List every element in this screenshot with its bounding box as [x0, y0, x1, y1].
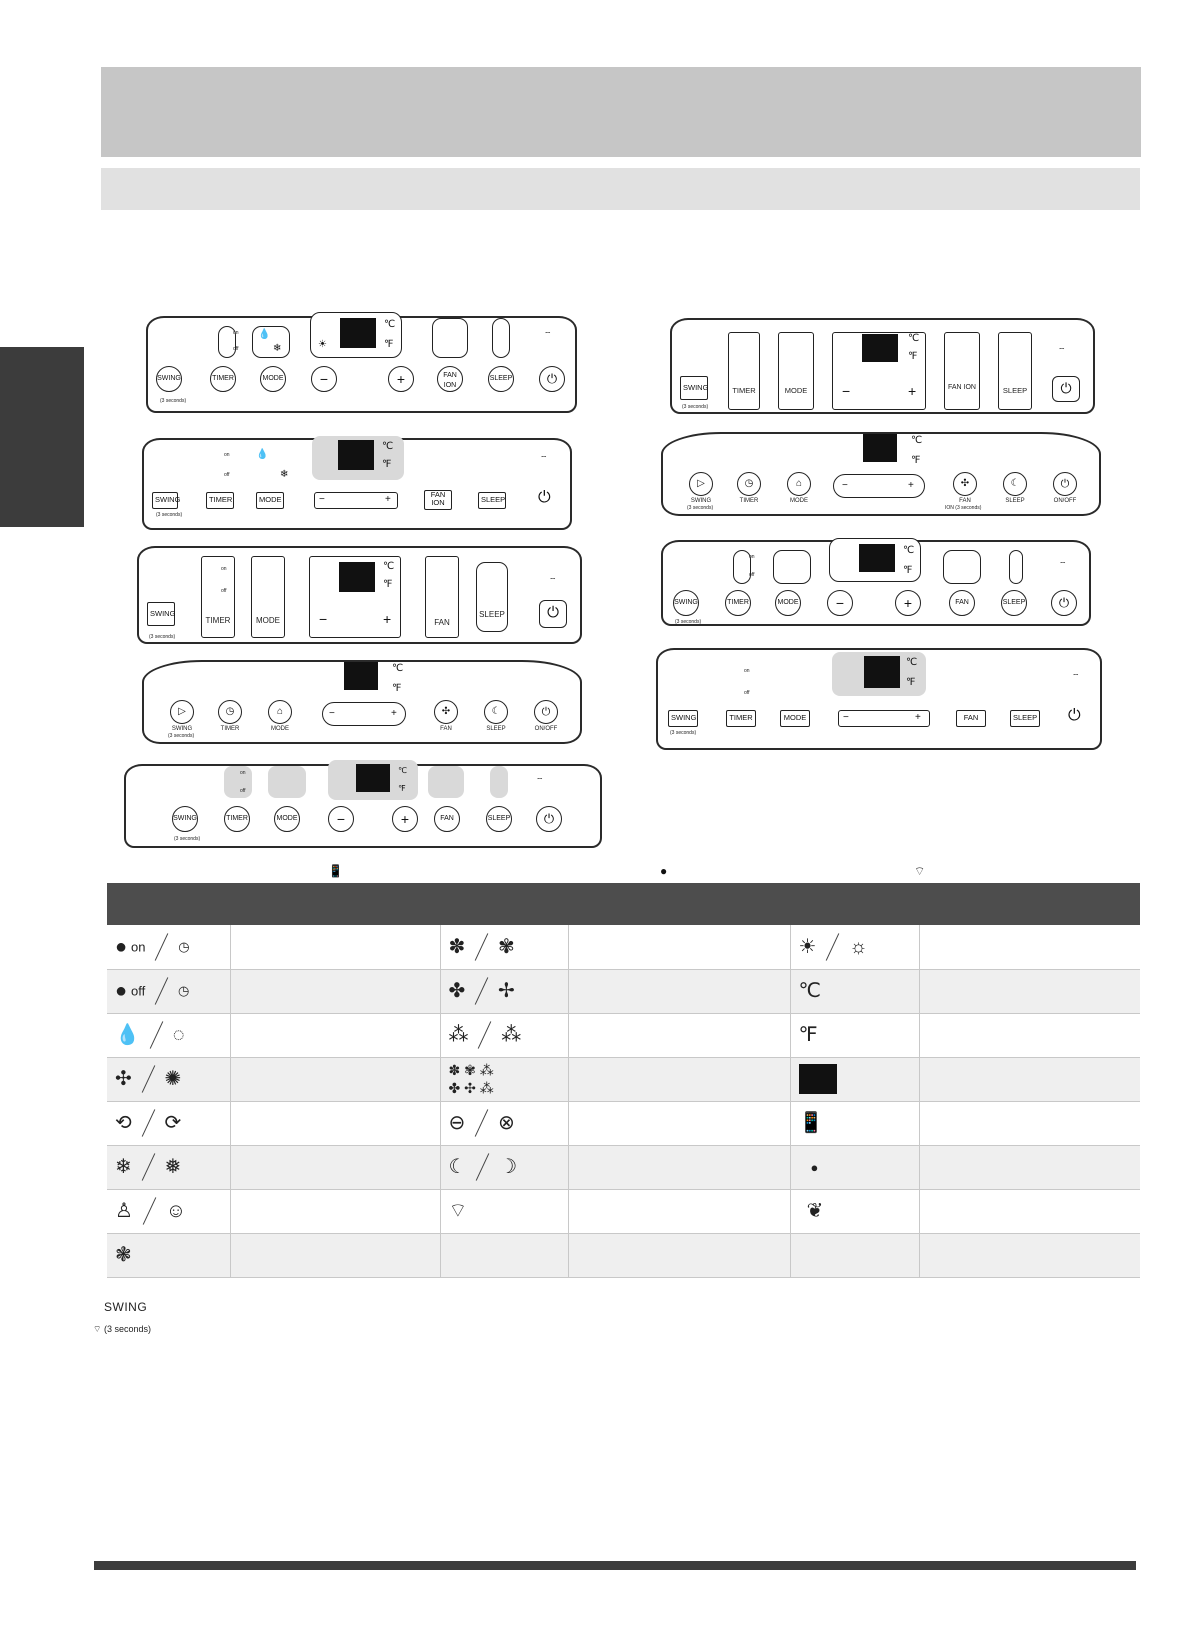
fan-ion-button[interactable]: FAN ION: [437, 366, 463, 392]
mode-button[interactable]: MODE: [775, 590, 801, 616]
legend-desc: [568, 1145, 790, 1189]
swing-note: (3 seconds): [174, 836, 201, 842]
header-band: [101, 67, 1141, 157]
plus-label: +: [391, 708, 397, 719]
legend-desc: [919, 1145, 1140, 1189]
legend-icon-empty: [440, 1233, 568, 1277]
wifi-icon: ⌔: [914, 864, 926, 878]
legend-desc: [230, 1013, 440, 1057]
fahrenheit-label: ℉: [382, 459, 392, 470]
plus-label[interactable]: +: [908, 383, 917, 399]
mode-button[interactable]: MODE: [784, 386, 808, 395]
swing-note: (3 seconds): [675, 619, 702, 625]
celsius-label: ℃: [903, 545, 915, 556]
display-block-icon: [799, 1064, 837, 1094]
plus-label: +: [915, 712, 921, 723]
legend-desc: [230, 1233, 440, 1277]
legend-icon-display: [790, 1057, 919, 1101]
timer-off-label: off: [224, 472, 230, 478]
timer-button[interactable]: TIMER: [210, 366, 236, 392]
legend-icon-timer-on: [107, 925, 230, 969]
timer-indicator-group: [201, 556, 235, 638]
timer-off-text: off: [130, 983, 146, 999]
legend-desc: [919, 1101, 1140, 1145]
legend-row-6: [107, 1145, 1140, 1189]
temperature-display: [344, 662, 378, 690]
fan-speed-set-icon: ✽ ✾ ⁂ ✤ ✣ ⁂: [448, 1062, 494, 1096]
timer-off-label: off: [221, 588, 227, 594]
plus-button[interactable]: +: [392, 806, 418, 832]
fan-swing-icon: ❃: [115, 1244, 132, 1266]
dot-icon: ●: [660, 864, 668, 878]
mode-button[interactable]: MODE: [780, 710, 810, 727]
power-button[interactable]: ⏻: [1051, 590, 1077, 616]
legend-desc: [230, 1145, 440, 1189]
timer-label: TIMER: [739, 498, 759, 504]
swing-note: (3 seconds): [687, 505, 714, 511]
legend-icon-heat: [790, 925, 919, 969]
power-button[interactable]: ⏻: [1052, 376, 1080, 402]
celsius-label: ℃: [908, 333, 920, 344]
swing-button[interactable]: ▷: [689, 472, 713, 496]
minus-label: −: [319, 494, 325, 505]
swing-note: (3 seconds): [670, 730, 697, 736]
fan-indicator-group: [944, 332, 980, 410]
temperature-slider[interactable]: [314, 492, 398, 509]
fahrenheit-label: ℉: [906, 677, 916, 688]
celsius-label: ℃: [906, 657, 918, 668]
legend-row-5: [107, 1101, 1140, 1145]
legend-icon-fahrenheit: [790, 1013, 919, 1057]
legend-icon-wifi: [440, 1189, 568, 1233]
legend-header: [107, 883, 1140, 925]
temperature-display: [863, 434, 897, 462]
slash-divider: [141, 1109, 155, 1137]
swing-note: (3 seconds): [682, 404, 709, 410]
swing-button[interactable]: ▷: [170, 700, 194, 724]
sleep-button[interactable]: SLEEP: [479, 610, 505, 619]
fan-medium-outline-icon: ✢: [498, 980, 515, 1002]
snowflake-icon: ❄: [280, 469, 289, 480]
legend-desc: [919, 1057, 1140, 1101]
swing-button[interactable]: SWING: [152, 492, 178, 509]
celsius-label: ℃: [398, 766, 407, 775]
droplet-icon: 💧: [256, 449, 269, 460]
timer-button[interactable]: TIMER: [224, 806, 250, 832]
temperature-display: [340, 318, 376, 348]
fan-icon: ✣: [115, 1068, 132, 1090]
sun-outline-icon: ☼: [849, 935, 868, 958]
legend-row-1: [107, 925, 1140, 969]
mode-button[interactable]: MODE: [256, 492, 284, 509]
legend-desc: [230, 1101, 440, 1145]
wifi-icon: ⌔: [544, 330, 552, 339]
fan-outline-icon: ✺: [164, 1068, 182, 1090]
phone-icon: 📱: [798, 1112, 824, 1134]
swing-button[interactable]: SWING: [172, 806, 198, 832]
power-button[interactable]: ⏻: [536, 806, 562, 832]
temperature-display: [356, 764, 390, 792]
legend-header-row: [107, 883, 1140, 925]
swing-button[interactable]: SWING: [673, 590, 699, 616]
timer-indicator-group: [728, 332, 760, 410]
fahrenheit-label: ℉: [392, 683, 402, 694]
wifi-icon: ⌔: [93, 1324, 102, 1334]
clock-filled-icon: ●: [115, 935, 128, 958]
minus-button[interactable]: −: [311, 366, 337, 392]
temperature-slider[interactable]: [322, 702, 406, 726]
temperature-display: [338, 440, 374, 470]
mode-button[interactable]: MODE: [260, 366, 286, 392]
control-panel-6: [670, 318, 1095, 414]
legend-desc: [919, 1189, 1140, 1233]
wifi-icon: ⌔: [540, 454, 548, 463]
swing-note: (3 seconds): [156, 512, 183, 518]
three-seconds-text: (3 seconds): [103, 1324, 152, 1334]
mode-indicator-group: [251, 556, 285, 638]
sleep-button[interactable]: SLEEP: [486, 806, 512, 832]
fan-low-icon: ⁂: [448, 1024, 469, 1046]
footer-rule: [94, 1561, 1136, 1570]
fahrenheit-label: ℉: [384, 339, 394, 350]
fan-button[interactable]: FAN: [434, 806, 460, 832]
sleep-button[interactable]: ☾: [484, 700, 508, 724]
clock-filled-icon: ●: [115, 980, 128, 1002]
droplet-icon: 💧: [258, 329, 271, 340]
wifi-icon: ⌔: [1059, 560, 1067, 569]
legend-icon-auto: [107, 1101, 230, 1145]
fan-button[interactable]: FAN: [434, 618, 450, 627]
minus-button[interactable]: −: [328, 806, 354, 832]
sleep-button[interactable]: SLEEP: [488, 366, 514, 392]
legend-row-3: [107, 1013, 1140, 1057]
temperature-display: [864, 656, 900, 688]
temperature-slider[interactable]: [833, 474, 925, 498]
legend-icon-phone: [790, 1101, 919, 1145]
swing-button[interactable]: SWING: [680, 376, 708, 400]
timer-on-text: on: [130, 939, 146, 955]
fahrenheit-symbol: ℉: [798, 1024, 818, 1046]
fan-label: FAN: [959, 498, 971, 504]
power-button[interactable]: ⏻: [539, 600, 567, 628]
control-panel-8: [661, 540, 1091, 626]
power-button[interactable]: ⏻: [539, 366, 565, 392]
slash-divider: [478, 1021, 492, 1049]
moon-icon: ☾: [448, 1156, 467, 1178]
snowflake-icon: ❄: [115, 1156, 132, 1178]
legend-desc: [230, 925, 440, 969]
phone-icon: 📱: [328, 864, 343, 878]
slash-divider: [141, 1153, 155, 1181]
timer-on-label: on: [224, 452, 230, 458]
timer-off-label: off: [744, 690, 750, 696]
sleep-button[interactable]: ☾: [1003, 472, 1027, 496]
power-icon[interactable]: ⏻: [538, 489, 551, 506]
mode-label: MODE: [790, 498, 808, 504]
legend-desc: [230, 1057, 440, 1101]
moon-outline-icon: ☽: [499, 1156, 518, 1178]
ion-icon: ⊖: [448, 1112, 466, 1134]
legend-icon-fan-swing: [107, 1233, 230, 1277]
mode-button[interactable]: MODE: [256, 616, 280, 625]
clock-icon: ◷: [177, 983, 190, 998]
plus-button[interactable]: +: [895, 590, 921, 616]
minus-label[interactable]: −: [842, 383, 851, 399]
sleep-label: SLEEP: [1005, 498, 1025, 504]
mode-button[interactable]: ⌂: [787, 472, 811, 496]
legend-icon-empty: [790, 1233, 919, 1277]
minus-button[interactable]: −: [827, 590, 853, 616]
legend-desc: [919, 969, 1140, 1013]
swing-note-label: SWING: [104, 1300, 148, 1314]
subheader-band: [101, 168, 1140, 210]
timer-button[interactable]: TIMER: [205, 616, 231, 625]
legend-row-8: [107, 1233, 1140, 1277]
timer-off-label: off: [240, 788, 246, 794]
snowflake-icon: ❄: [273, 343, 282, 354]
control-panel-5: [124, 764, 602, 848]
timer-indicator-group: [224, 766, 252, 798]
timer-on-label: on: [240, 770, 246, 776]
timer-on-label: on: [221, 566, 227, 572]
legend-icon-fan-mode: [107, 1057, 230, 1101]
celsius-label: ℃: [383, 561, 395, 572]
auto-icon: ⟲: [115, 1112, 132, 1134]
legend-icon-dehumidify: [107, 1013, 230, 1057]
dot-icon: ●: [810, 1160, 819, 1176]
swing-button[interactable]: SWING: [147, 602, 175, 626]
power-icon[interactable]: ⏻: [1068, 707, 1081, 724]
fan-button[interactable]: ✣: [434, 700, 458, 724]
timer-off-label: off: [233, 346, 239, 352]
timer-button[interactable]: TIMER: [732, 386, 756, 395]
control-panel-3: [137, 546, 582, 644]
fahrenheit-label: ℉: [911, 455, 921, 466]
fan-medium-icon: ✤: [448, 980, 466, 1002]
sleep-button[interactable]: SLEEP: [478, 492, 506, 509]
legend-icon-dot: [790, 1145, 919, 1189]
timer-on-label: on: [233, 330, 239, 336]
sleep-button[interactable]: SLEEP: [1002, 386, 1028, 395]
legend-desc: [919, 1013, 1140, 1057]
mode-label: MODE: [271, 726, 289, 732]
wifi-icon: ⌔: [549, 576, 557, 585]
legend-icon-leaf: [790, 1189, 919, 1233]
plus-label[interactable]: +: [383, 611, 392, 627]
wifi-icon: ⌔: [1058, 346, 1066, 355]
legend-desc: [230, 1189, 440, 1233]
celsius-label: ℃: [911, 435, 923, 446]
celsius-label: ℃: [382, 441, 394, 452]
sun-icon: ☀: [798, 935, 817, 958]
temperature-slider[interactable]: [838, 710, 930, 727]
legend-icon-celsius: [790, 969, 919, 1013]
fahrenheit-label: ℉: [398, 784, 406, 793]
three-seconds-note: [93, 1324, 151, 1335]
timer-on-label: on: [744, 668, 750, 674]
swing-label: SWING: [690, 498, 712, 504]
person-icon: ♙: [115, 1200, 133, 1222]
swing-button[interactable]: SWING: [156, 366, 182, 392]
temperature-display: [862, 334, 898, 362]
mode-indicator-group: [778, 332, 814, 410]
person-circle-icon: ☺: [165, 1200, 187, 1222]
legend-row-4: [107, 1057, 1140, 1101]
fan-high-outline-icon: ✾: [498, 935, 515, 958]
sleep-indicator-group: [492, 318, 510, 358]
legend-desc: [568, 1013, 790, 1057]
swing-button[interactable]: SWING: [668, 710, 698, 727]
slash-divider: [475, 933, 489, 961]
wifi-icon: ⌔: [536, 776, 544, 785]
plus-label: +: [385, 494, 391, 505]
power-label: ON/OFF: [534, 726, 558, 732]
slash-divider: [476, 1153, 490, 1181]
minus-label: −: [843, 712, 849, 723]
legend-desc: [568, 1233, 790, 1277]
ion-outline-icon: ⊗: [498, 1112, 515, 1134]
sleep-indicator-group: [1009, 550, 1023, 584]
sleep-indicator-group: [476, 562, 508, 632]
control-panel-4: [142, 660, 582, 744]
slash-divider: [826, 933, 840, 961]
legend-icon-fan-medium: [440, 969, 568, 1013]
legend-icon-fan-set: [440, 1057, 568, 1101]
fahrenheit-label: ℉: [383, 579, 393, 590]
fan-ion-note: ION (3 seconds): [945, 505, 982, 511]
timer-button[interactable]: TIMER: [206, 492, 234, 509]
timer-button[interactable]: TIMER: [725, 590, 751, 616]
legend-row-7: [107, 1189, 1140, 1233]
sleep-indicator-group: [490, 766, 508, 798]
legend-icon-sleep: [440, 1145, 568, 1189]
mode-button[interactable]: MODE: [274, 806, 300, 832]
timer-label: TIMER: [220, 726, 240, 732]
icon-legend-table: [107, 883, 1140, 1278]
swing-note: (3 seconds): [160, 398, 187, 404]
slash-divider: [143, 1197, 157, 1225]
legend-desc: [568, 1057, 790, 1101]
power-button[interactable]: ⏻: [534, 700, 558, 724]
clock-icon: ◷: [178, 938, 190, 954]
wifi-icon: ⌔: [448, 1200, 468, 1222]
legend-icon-cool: [107, 1145, 230, 1189]
legend-row-2: [107, 969, 1140, 1013]
timer-button[interactable]: ◷: [737, 472, 761, 496]
fan-high-icon: ✽: [448, 935, 466, 958]
fan-ion-button[interactable]: FAN ION: [424, 490, 452, 510]
control-panel-2: [142, 438, 572, 530]
celsius-label: ℃: [384, 319, 396, 330]
fan-button[interactable]: FAN: [949, 590, 975, 616]
sleep-button[interactable]: SLEEP: [1010, 710, 1040, 727]
fahrenheit-label: ℉: [903, 565, 913, 576]
slash-divider: [475, 977, 489, 1005]
droplet-icon: 💧: [115, 1024, 140, 1046]
fan-ion-button[interactable]: FAN ION: [947, 384, 976, 391]
slash-divider: [155, 933, 169, 961]
fahrenheit-label: ℉: [908, 351, 918, 362]
legend-desc: [919, 925, 1140, 969]
legend-icon-fan-high: [440, 925, 568, 969]
droplets-outline-icon: ◌: [172, 1024, 185, 1046]
celsius-symbol: ℃: [798, 980, 821, 1002]
timer-button[interactable]: TIMER: [726, 710, 756, 727]
fan-button[interactable]: FAN: [956, 710, 986, 727]
side-tab: [0, 347, 84, 527]
legend-desc: [568, 1101, 790, 1145]
sun-icon: ☀: [318, 339, 327, 350]
legend-icon-ion: [440, 1101, 568, 1145]
legend-desc: [568, 969, 790, 1013]
mode-indicator-group: [773, 550, 811, 584]
fan-low-outline-icon: ⁂: [501, 1024, 522, 1046]
minus-label[interactable]: −: [319, 611, 328, 627]
legend-icon-person: [107, 1189, 230, 1233]
minus-label: −: [842, 480, 848, 491]
power-label: ON/OFF: [1053, 498, 1077, 504]
fan-indicator-group: [943, 550, 981, 584]
mode-button[interactable]: ⌂: [268, 700, 292, 724]
mode-indicator-group: [268, 766, 306, 798]
celsius-label: ℃: [392, 663, 404, 674]
leaf-icon: ❦: [806, 1200, 824, 1222]
minus-label: −: [329, 708, 335, 719]
sleep-indicator-group: [998, 332, 1032, 410]
plus-button[interactable]: +: [388, 366, 414, 392]
legend-desc: [568, 925, 790, 969]
legend-desc: [230, 969, 440, 1013]
swing-note: (3 seconds): [149, 634, 176, 640]
snowflake-outline-icon: ❅: [164, 1156, 182, 1178]
slash-divider: [475, 1109, 489, 1137]
legend-icon-timer-off: [107, 969, 230, 1013]
timer-off-label: off: [749, 572, 755, 578]
swing-label: SWING: [171, 726, 193, 732]
control-panel-7: [661, 432, 1101, 516]
control-panel-1: [146, 316, 577, 413]
sleep-label: SLEEP: [486, 726, 506, 732]
legend-desc: [919, 1233, 1140, 1277]
legend-icon-fan-low: [440, 1013, 568, 1057]
fan-indicator-group: [432, 318, 468, 358]
control-panel-9: [656, 648, 1102, 750]
timer-button[interactable]: ◷: [218, 700, 242, 724]
slash-divider: [150, 1021, 164, 1049]
fan-label: FAN: [440, 726, 452, 732]
fan-button[interactable]: ✣: [953, 472, 977, 496]
slash-divider: [141, 1065, 155, 1093]
temperature-display: [859, 544, 895, 572]
legend-desc: [568, 1189, 790, 1233]
timer-on-label: on: [749, 554, 755, 560]
swing-note: (3 seconds): [168, 733, 195, 739]
slash-divider: [155, 977, 169, 1005]
auto-outline-icon: ⟳: [164, 1112, 182, 1134]
fan-indicator-group: [428, 766, 464, 798]
plus-label: +: [908, 480, 914, 491]
sleep-button[interactable]: SLEEP: [1001, 590, 1027, 616]
power-button[interactable]: ⏻: [1053, 472, 1077, 496]
temperature-display: [339, 562, 375, 592]
wifi-icon: ⌔: [1072, 672, 1080, 681]
